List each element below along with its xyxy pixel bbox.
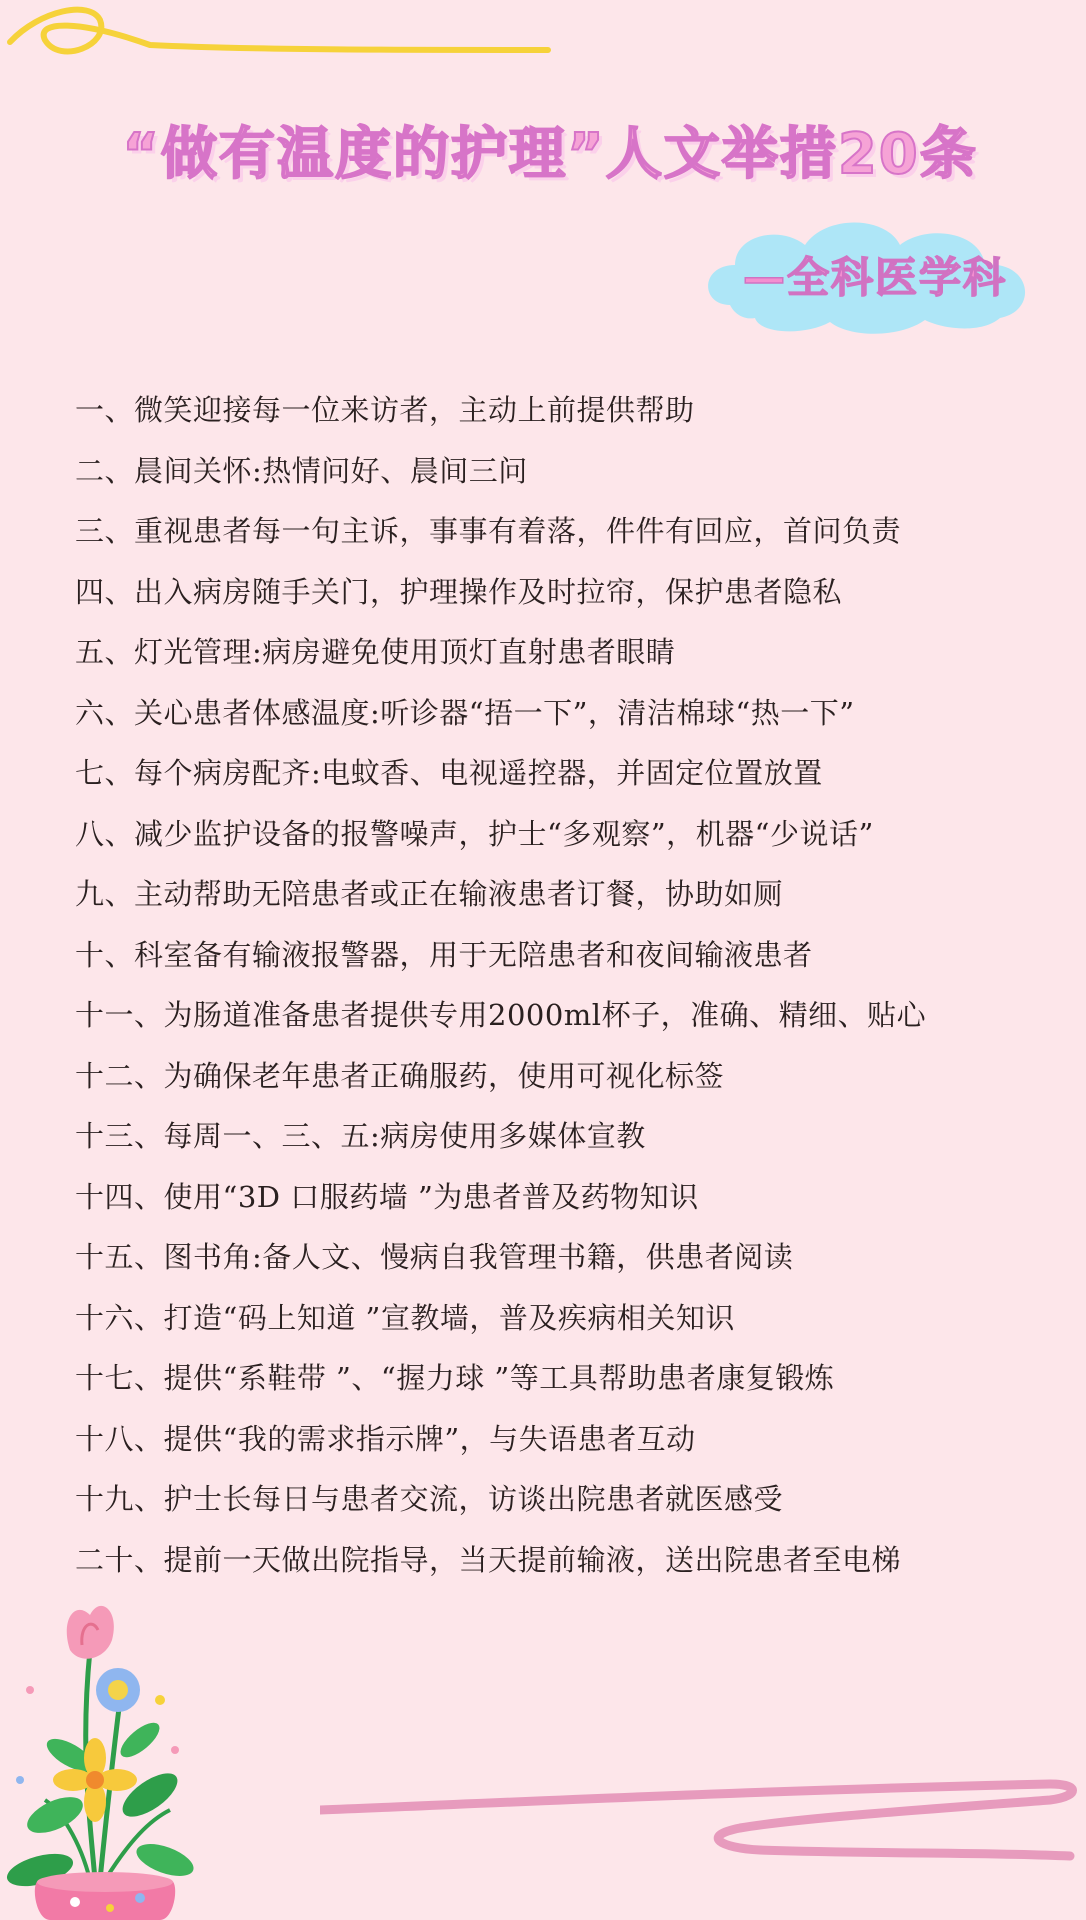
measures-list: [75, 380, 1035, 1590]
squiggle-decoration: [0, 0, 560, 80]
list-item: 二十、提前一天做出院指导，当天提前输液，送出院患者至电梯: [75, 1542, 902, 1577]
list-item: 三、重视患者每一句主诉，事事有着落，件件有回应，首问负责: [75, 514, 902, 548]
list-item: 十七、提供“系鞋带 ”、“握力球 ”等工具帮助患者康复锻炼: [75, 1361, 835, 1395]
list-item: 十五、图书角:备人文、慢病自我管理书籍，供患者阅读: [75, 1240, 794, 1274]
list-item: 十九、护士长每日与患者交流，访谈出院患者就医感受: [75, 1482, 784, 1516]
list-item: 七、每个病房配齐:电蚊香、电视遥控器，并固定位置放置: [75, 756, 823, 790]
list-item: 十二、为确保老年患者正确服药，使用可视化标签: [75, 1058, 725, 1093]
list-item: 九、主动帮助无陪患者或正在输液患者订餐，协助如厕: [75, 877, 784, 911]
list-item: 十一、为肠道准备患者提供专用2000ml杯子，准确、精细、贴心: [75, 998, 927, 1032]
list-item: 十四、使用“3D 口服药墙 ”为患者普及药物知识: [75, 1179, 699, 1214]
list-item: 六、关心患者体感温度:听诊器“捂一下”，清洁棉球“热一下”: [75, 695, 855, 730]
list-item: 一、微笑迎接每一位来访者，主动上前提供帮助: [75, 393, 695, 427]
list-item: 二、晨间关怀:热情问好、晨间三问: [75, 453, 528, 488]
list-item: 八、减少监护设备的报警噪声，护士“多观察”，机器“少说话”: [75, 816, 874, 851]
list-item: 十三、每周一、三、五:病房使用多媒体宣教: [75, 1119, 646, 1153]
flower-pot-illustration: [0, 1580, 210, 1920]
list-item: 四、出入病房随手关门，护理操作及时拉帘，保护患者隐私: [75, 574, 843, 609]
department-subtitle: —全科医学科: [742, 253, 1007, 302]
list-item: 十、科室备有输液报警器，用于无陪患者和夜间输液患者: [75, 937, 813, 972]
page-title: “做有温度的护理”人文举措20条: [122, 122, 978, 187]
list-item: 十六、打造“码上知道 ”宣教墙，普及疾病相关知识: [75, 1300, 735, 1335]
list-item: 十八、提供“我的需求指示牌”，与失语患者互动: [75, 1421, 696, 1456]
brush-stroke-decoration: [320, 1770, 1080, 1870]
list-item: 五、灯光管理:病房避免使用顶灯直射患者眼睛: [75, 635, 676, 669]
